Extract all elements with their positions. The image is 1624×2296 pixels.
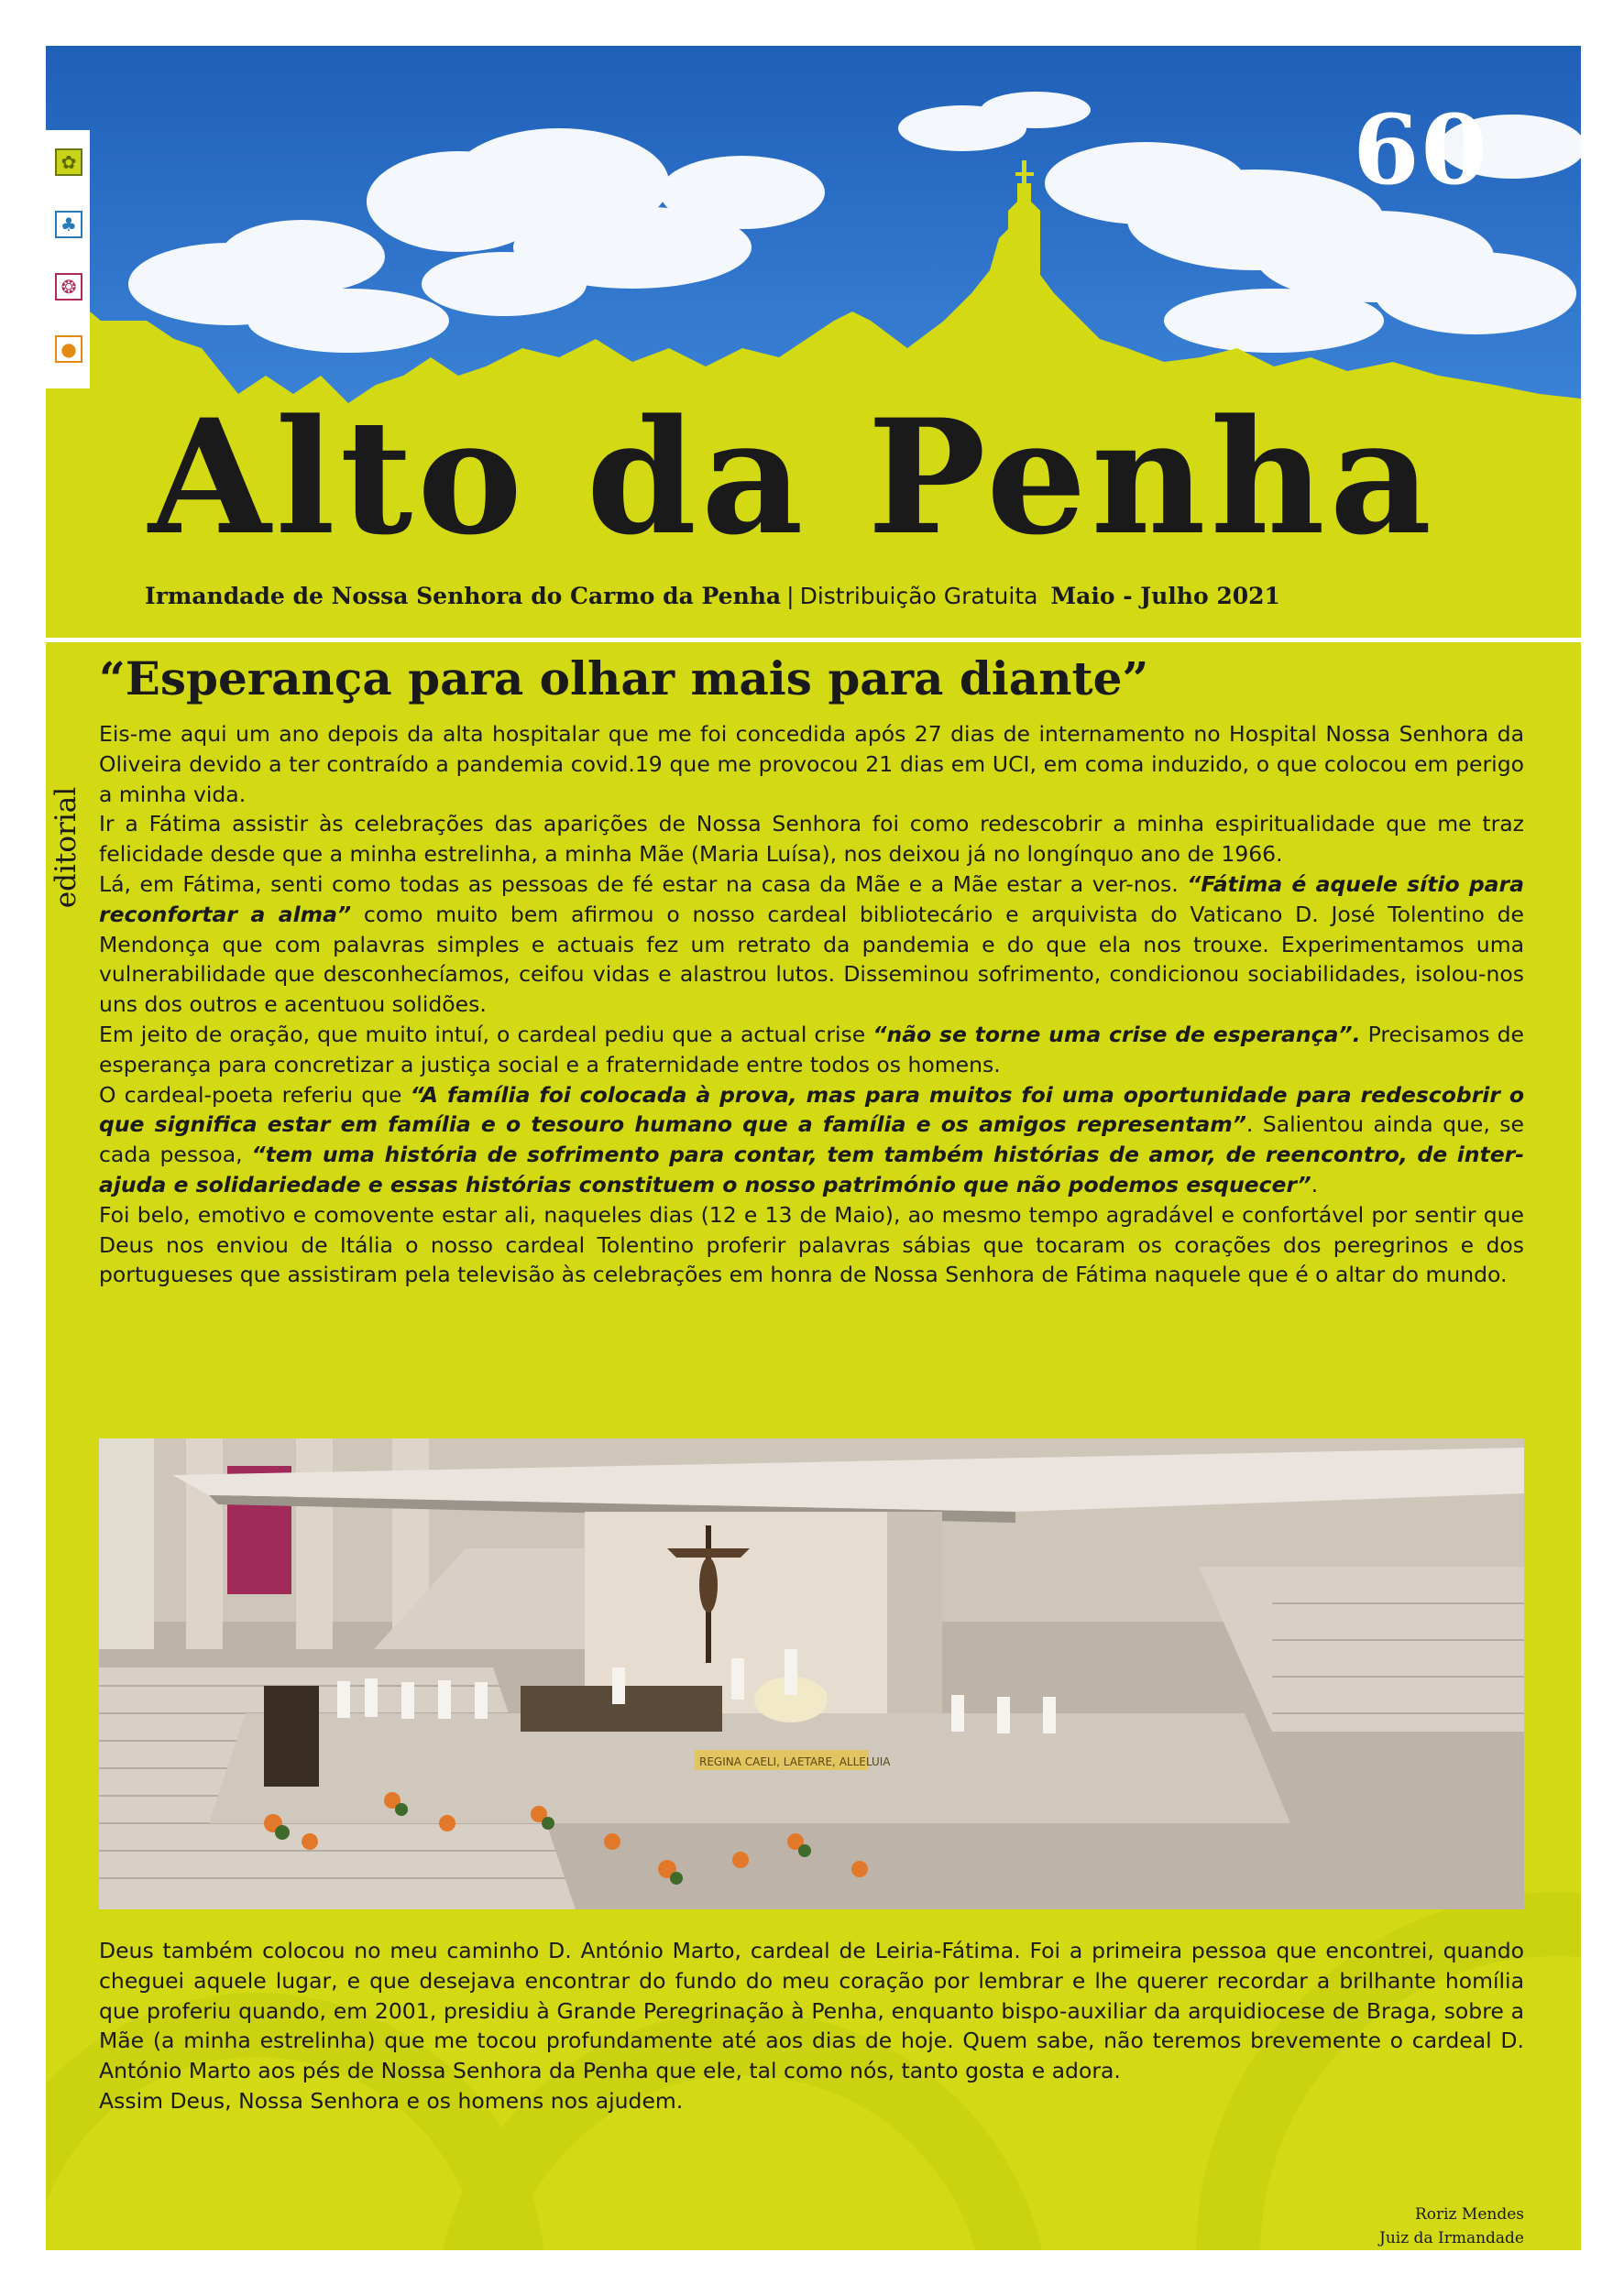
tree-icon: ♣: [55, 211, 82, 238]
header-divider: [46, 638, 1581, 642]
author-role: Juiz da Irmandade: [1379, 2229, 1524, 2247]
text-run: . Salientou ainda que, se cada pessoa,: [99, 1111, 1524, 1168]
text-run: .: [1311, 1171, 1319, 1197]
organization-name: Irmandade de Nossa Senhora do Carmo da Penha: [145, 583, 782, 609]
text-run: Em jeito de oração, que muito intuí, o cardeal pediu que a actual crise: [99, 1021, 873, 1047]
page-frame: [46, 46, 1581, 2250]
rosette-icon: ❂: [55, 273, 82, 301]
text-run: O cardeal-poeta referiu que: [99, 1081, 411, 1108]
separator: |: [786, 583, 795, 609]
masthead-subtitle: [145, 583, 1280, 609]
section-label: [48, 756, 84, 939]
paragraph: Deus também colocou no meu caminho D. António Marto, cardeal de Leiria-Fátima. Foi a primeira pessoa que encontrei, quando cheguei aquele lugar, e que desejava encontrar do fundo do meu coração por lembrar e lhe querer recordar a brilhante homília que proferiu quando, em 2001, presidiu à Grande Peregrinação à Penha, enquanto bispo-auxiliar da arquidiocese de Braga, sobre a Mãe (a minha estrelinha) que me tocou profundamente até aos dias de hoje. Quem sabe, não teremos brevemente o cardeal D. António Marto aos pés de Nossa Senhora da Penha que ele, tal como nós, tanto gosta e adora.: [99, 1938, 1524, 2084]
paragraph: Foi belo, emotivo e comovente estar ali, naqueles dias (12 e 13 de Maio), ao mesmo tempo agradável e confortável por sentir que Deus nos enviou de Itália o nosso cardeal Tolentino proferir palavras sábias que tocaram os corações dos peregrinos e dos portugueses que assistiram pela televisão às celebrações em honra de Nossa Senhora de Fátima naquele que é o altar do mundo.: [99, 1201, 1524, 1288]
paragraph: Ir a Fátima assistir às celebrações das aparições de Nossa Senhora foi como redescobrir a minha espiritualidade que me traz felicidade desde que a minha estrelinha, a minha Mãe (Maria Luísa), nos deixou já no longínquo ano de 1966.: [99, 811, 1524, 868]
paragraph: [99, 1020, 1524, 1080]
quote: “tem uma história de sofrimento para contar, tem também histórias de amor, de reencontro, de inter-ajuda e solidariedade e essas histórias constituem o nosso património que não podemos esquecer”: [99, 1142, 1524, 1197]
author-name: Roriz Mendes: [1414, 2205, 1524, 2224]
section-icon-strip: [46, 130, 90, 388]
food-icon: ●: [55, 335, 82, 363]
section-label-text: editorial: [49, 786, 82, 909]
paragraph: [99, 869, 1524, 1020]
article-headline: “Esperança para olhar mais para diante”: [99, 651, 1149, 705]
author-signature: [1379, 2203, 1524, 2250]
fatima-altar-photo: [99, 1438, 1524, 1909]
edition-date: Maio - Julho 2021: [1050, 583, 1280, 609]
paragraph: Eis-me aqui um ano depois da alta hospitalar que me foi concedida após 27 dias de internamento no Hospital Nossa Senhora da Oliveira devido a ter contraído a pandemia covid.19 que me provocou 21 dias em UCI, em coma induzido, o que colocou em perigo a minha vida.: [99, 721, 1524, 807]
masthead: [46, 46, 1581, 632]
paragraph: Assim Deus, Nossa Senhora e os homens nos ajudem.: [99, 2087, 684, 2114]
quote: “A família foi colocada à prova, mas para muitos foi uma oportunidade para redescobrir o que significa estar em família e o tesouro humano que a família e os amigos representam”: [99, 1081, 1524, 1138]
quote: “não se torne uma crise de esperança”.: [872, 1021, 1361, 1047]
newspaper-title: Alto da Penha: [148, 384, 1437, 570]
altar-inscription: REGINA CAELI, LAETARE, ALLELUIA: [699, 1755, 891, 1768]
flower-icon: ✿: [55, 148, 82, 176]
text-run: Lá, em Fátima, senti como todas as pessoas de fé estar na casa da Mãe e a Mãe estar a ver-nos.: [99, 870, 1188, 897]
text-run: como muito bem afirmou o nosso cardeal bibliotecário e arquivista do Vaticano D. José Tolentino de Mendonça que com palavras simples e actuais fez um retrato da pandemia e do que ela nos trouxe. Experimentamos uma vulnerabilidade que desconhecíamos, ceifou vidas e alastrou lutos. Disseminou sofrimento, condicionou sociabilidades, isolou-nos uns dos outros e acentuou solidões.: [99, 901, 1525, 1018]
text-run: Precisamos de esperança para concretizar a justiça social e a fraternidade entre todos os homens.: [99, 1021, 1524, 1077]
quote: “Fátima é aquele sítio para reconfortar a alma”: [99, 870, 1524, 927]
paragraph: [99, 1080, 1524, 1200]
article-body-top: [99, 719, 1524, 1290]
distribution-note: Distribuição Gratuita: [799, 583, 1038, 609]
article-body-bottom: [99, 1936, 1524, 2116]
issue-number: 60: [1353, 93, 1489, 206]
